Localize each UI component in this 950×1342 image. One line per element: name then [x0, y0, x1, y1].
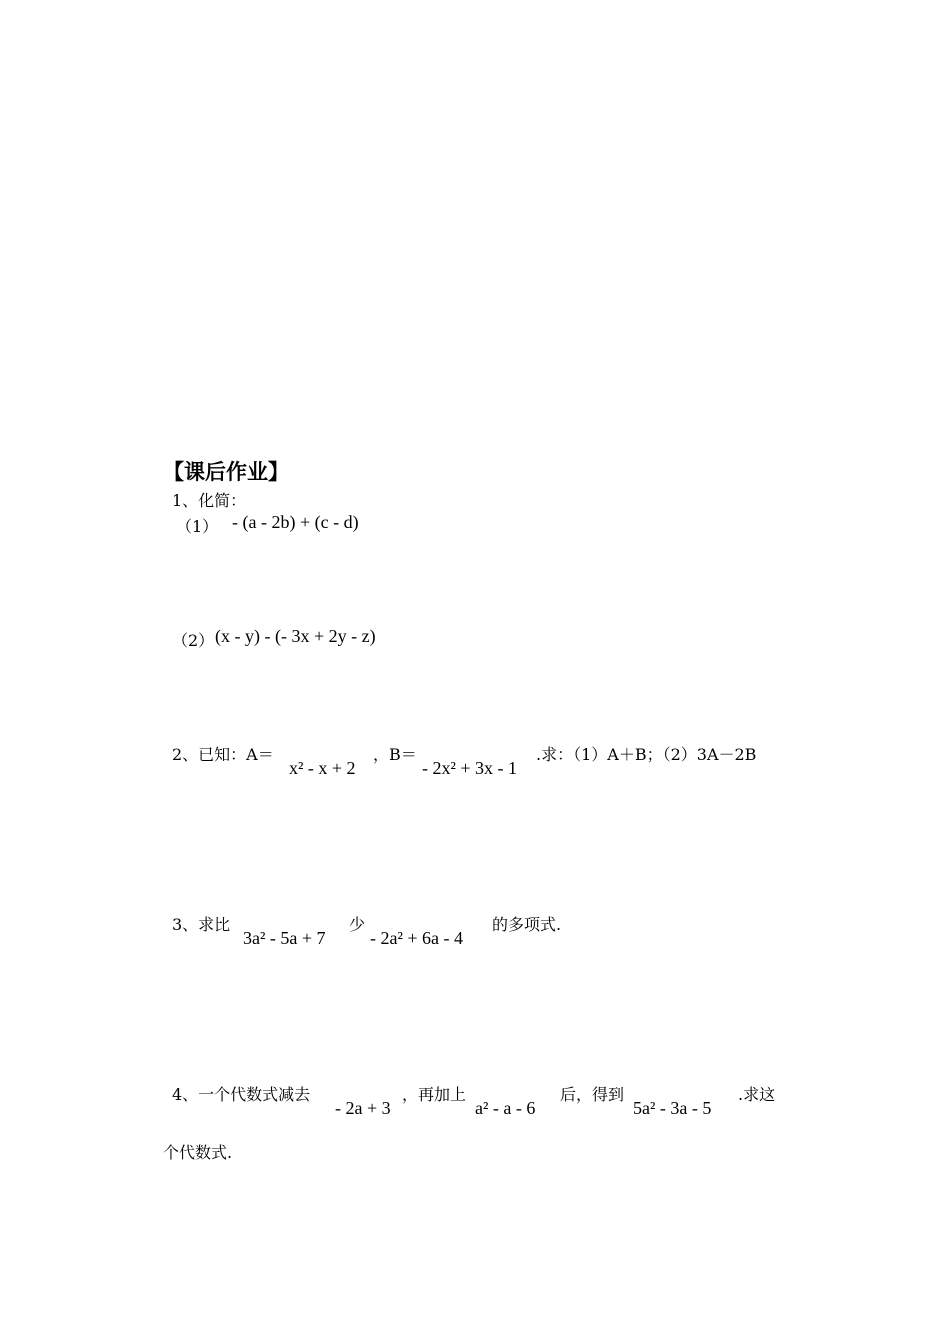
q3-expression-1: 3a² - 5a + 7 — [243, 928, 326, 948]
q1-part2-expression-text: (x - y) - (- 3x + 2y - z) — [215, 626, 376, 646]
q4-mid1: ，再加上 — [402, 1085, 467, 1104]
q1-part2-expression — [215, 626, 376, 647]
q4-mid2: 后，得到 — [560, 1085, 625, 1104]
q4-expression-3: 5a² - 3a - 5 — [633, 1098, 712, 1118]
q1-intro: 1、化简： — [172, 491, 247, 510]
q4-suffix: .求这 — [738, 1085, 776, 1104]
q2-prefix: 2、已知：A＝ — [172, 745, 274, 764]
q3-suffix: 的多项式. — [492, 915, 562, 934]
section-heading: 【课后作业】 — [163, 460, 289, 484]
q1-part1-expression-text: - (a - 2b) + (c - d) — [232, 512, 359, 532]
q1-part1-expression — [232, 512, 359, 533]
q4-expression-1: - 2a + 3 — [335, 1098, 391, 1118]
q4-line2: 个代数式. — [163, 1143, 233, 1162]
q4-prefix: 4、一个代数式减去 — [172, 1085, 311, 1104]
q4-expression-2: a² - a - 6 — [475, 1098, 536, 1118]
q3-mid: 少 — [349, 915, 366, 934]
q2-b-expression: - 2x² + 3x - 1 — [422, 758, 518, 778]
q1-part1-label: （1） — [176, 517, 219, 536]
q1-part2-label: （2） — [172, 631, 215, 650]
q2-suffix: .求：（1）A＋B；（2）3A－2B — [536, 745, 757, 764]
q2-a-expression: x² - x + 2 — [289, 758, 356, 778]
q2-mid: ，B＝ — [373, 745, 417, 764]
q3-prefix: 3、求比 — [172, 915, 231, 934]
q3-expression-2: - 2a² + 6a - 4 — [370, 928, 464, 948]
